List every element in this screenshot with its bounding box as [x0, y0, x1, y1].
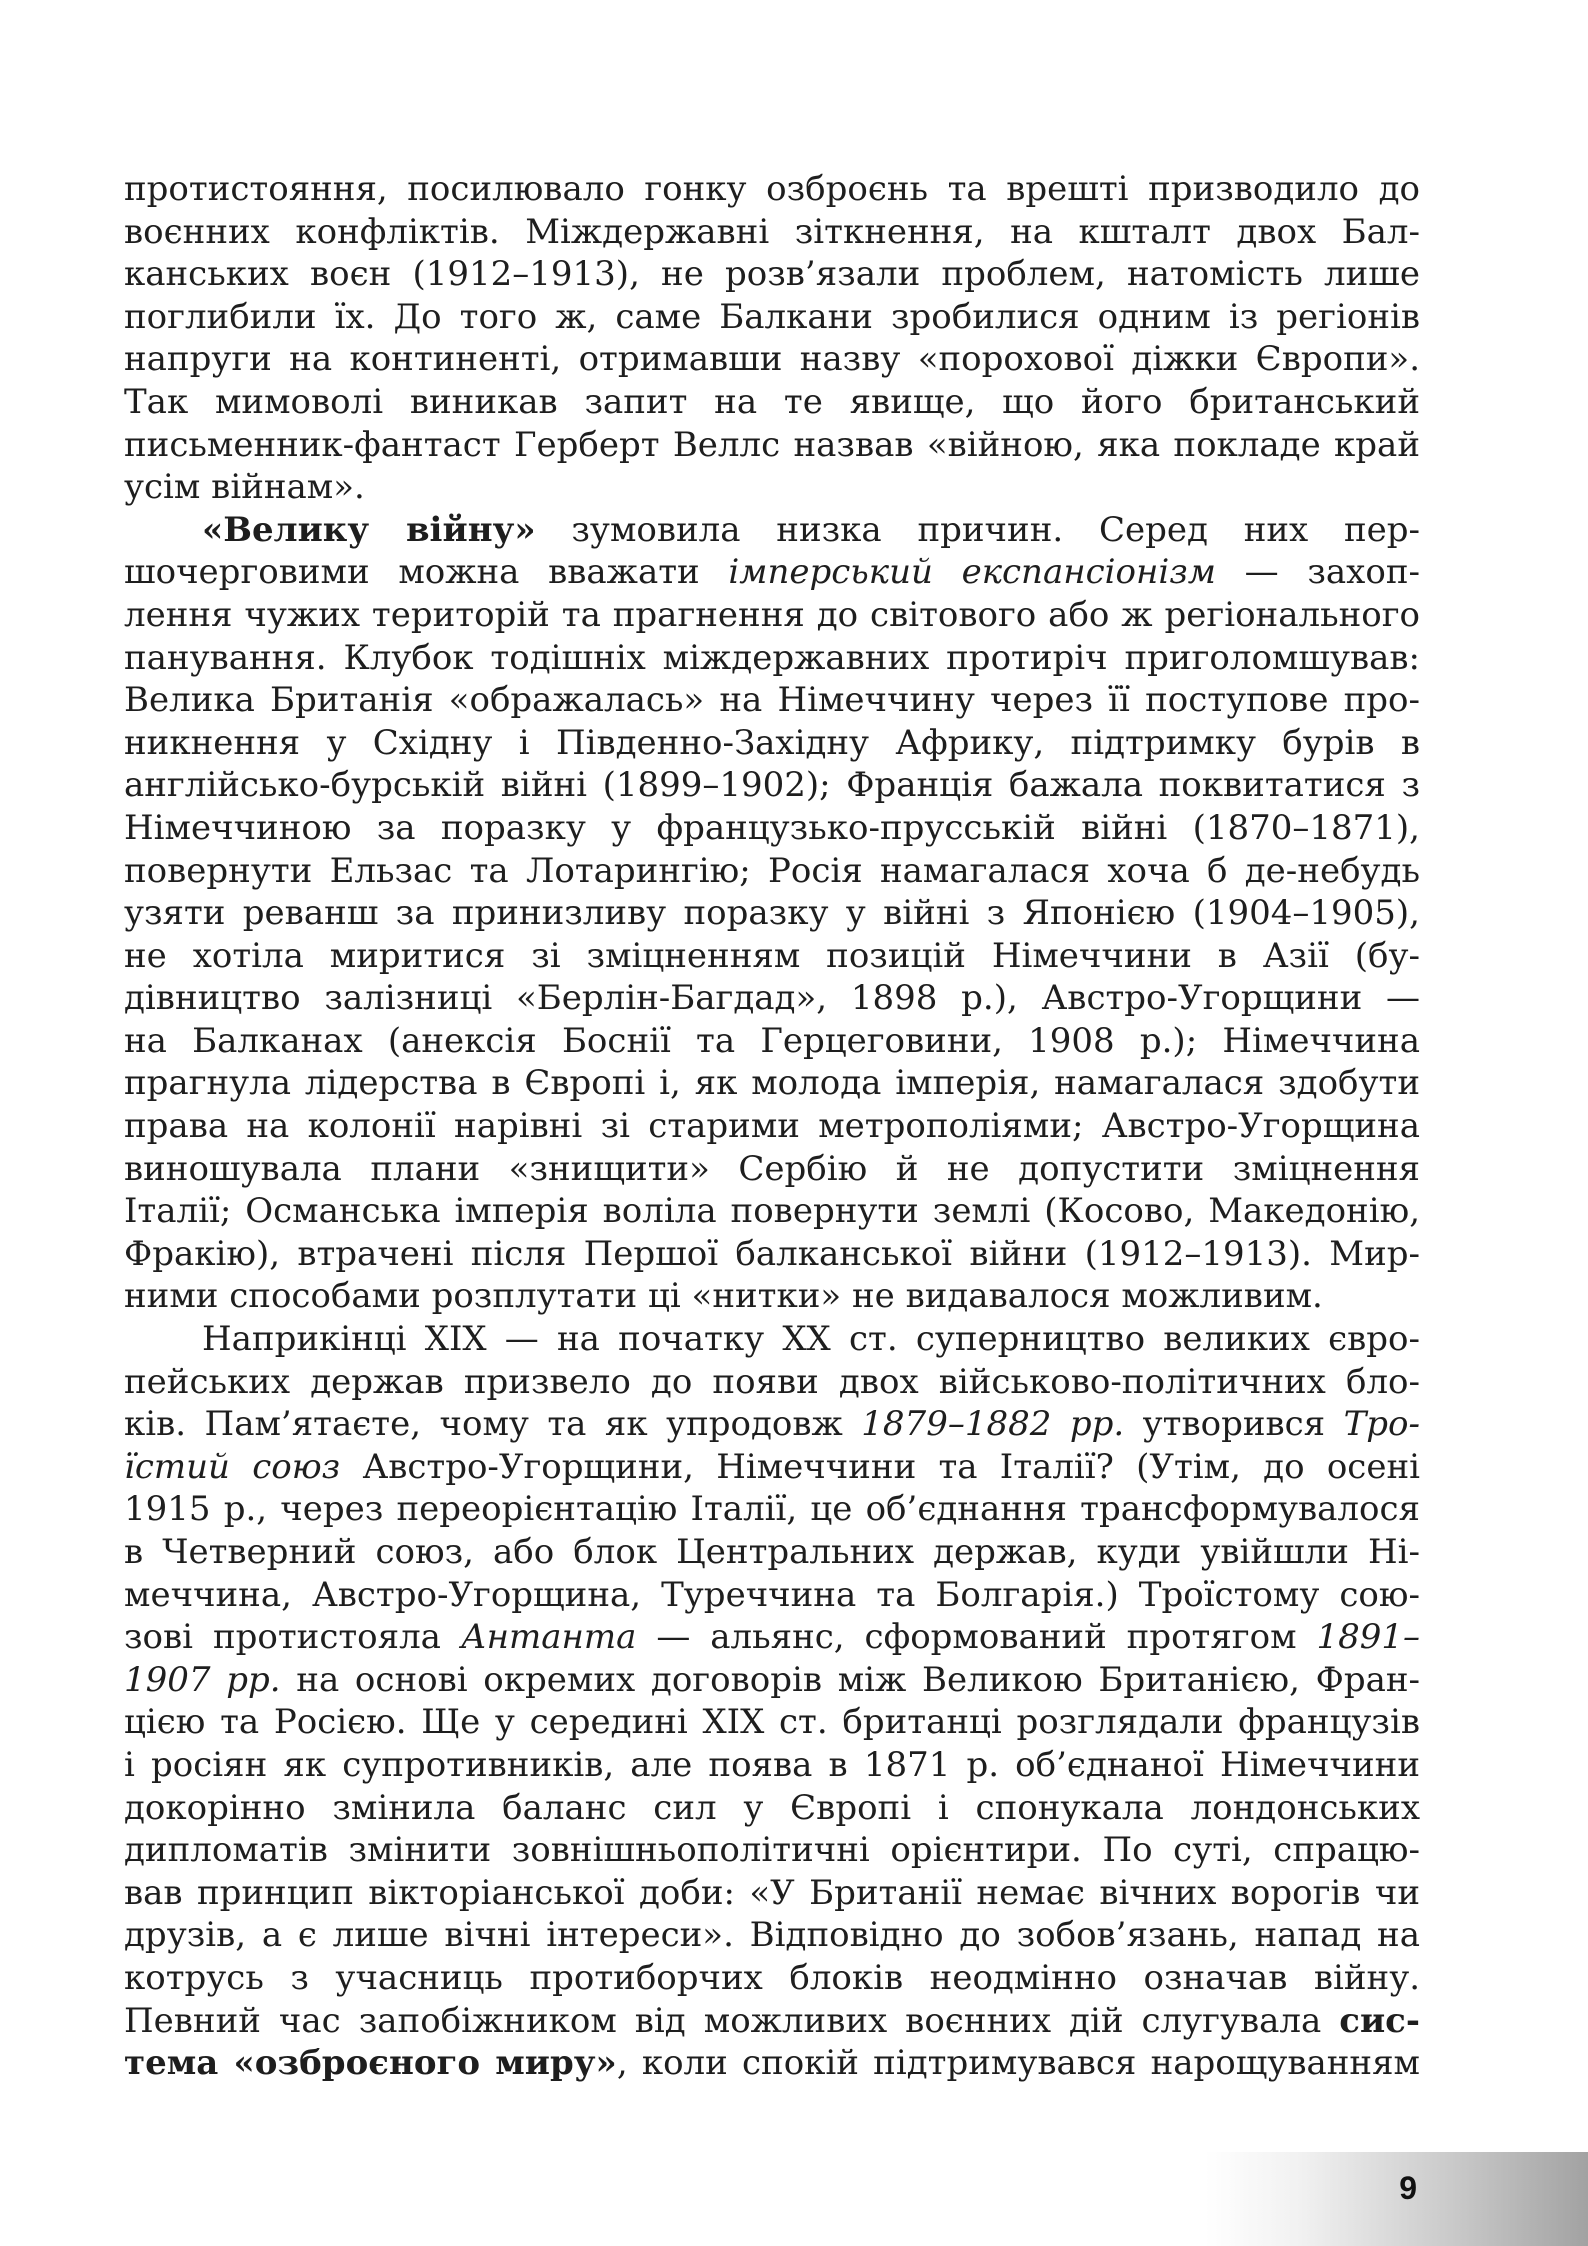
text-line	[124, 1488, 1420, 1531]
text-line	[124, 1701, 1420, 1744]
text-line	[124, 977, 1420, 1020]
text-span: друзів, а є лише вічні інтереси». Відповідно до зобов’язань, напад на	[124, 1915, 1420, 1956]
page-number: 9	[1399, 2170, 1417, 2206]
italic-term: 1879–1882 рр.	[861, 1404, 1125, 1445]
text-span: права на колонії нарівні зі старими метрополіями; Австро-Угорщина	[124, 1106, 1420, 1147]
text-span: , коли спокій підтримувався нарощуванням	[616, 2043, 1420, 2084]
text-line	[124, 1062, 1420, 1105]
text-span: повернути Ельзас та Лотарингію; Росія намагалася хоча б де-небудь	[124, 850, 1420, 891]
text-span: прагнула лідерства в Європі і, як молода імперія, намагалася здобути	[124, 1063, 1420, 1104]
text-line	[124, 1744, 1420, 1787]
text-span: виношувала плани «знищити» Сербію й не допустити зміцнення	[124, 1148, 1420, 1189]
text-line	[124, 807, 1420, 850]
text-line	[124, 722, 1420, 765]
text-line	[124, 637, 1420, 680]
text-span: Італії; Османська імперія воліла повернути землі (Косово, Македонію,	[124, 1191, 1420, 1232]
text-span: Наприкінці XIX — на початку XX ст. суперництво великих євро-	[202, 1319, 1420, 1360]
text-line	[124, 679, 1420, 722]
text-line	[124, 1829, 1420, 1872]
text-line	[124, 1787, 1420, 1830]
italic-term: 1891–	[1316, 1617, 1420, 1658]
italic-term: Тро-	[1343, 1404, 1420, 1445]
text-span: поглибили їх. До того ж, саме Балкани зробилися одним із регіонів	[124, 296, 1420, 337]
text-line	[124, 1190, 1420, 1233]
text-line	[124, 935, 1420, 978]
italic-term: 1907 рр.	[124, 1659, 281, 1700]
italic-term: Антанта	[460, 1617, 637, 1658]
text-line	[124, 1020, 1420, 1063]
text-line	[124, 1233, 1420, 1276]
text-span: зові протистояла	[124, 1617, 461, 1658]
text-line	[124, 1616, 1420, 1659]
text-span: Так мимоволі виникав запит на те явище, що його британський	[124, 381, 1420, 422]
text-line	[124, 764, 1420, 807]
text-span: — захоп-	[1216, 552, 1420, 593]
text-span: котрусь з учасниць протиборчих блоків неодмінно означав війну.	[124, 1957, 1420, 1998]
text-line	[124, 1446, 1420, 1489]
text-span: цією та Росією. Ще у середині XIX ст. британці розглядали французів	[124, 1702, 1420, 1743]
text-line	[124, 594, 1420, 637]
text-span: Певний час запобіжником від можливих воєнних дій слугувала	[124, 2000, 1340, 2041]
italic-term: їстий союз	[124, 1446, 341, 1487]
text-line	[124, 1275, 1420, 1318]
text-span: воєнних конфліктів. Міждержавні зіткнення, на кшталт двох Бал-	[124, 211, 1420, 252]
text-line	[124, 381, 1420, 424]
text-line	[124, 1659, 1420, 1702]
text-span: пейських держав призвело до появи двох військово-політичних бло-	[124, 1361, 1420, 1402]
footer-gradient-bar	[1205, 2152, 1588, 2246]
text-span: панування. Клубок тодішніх міждержавних протиріч приголомшував:	[124, 637, 1420, 678]
bold-term: сис-	[1339, 2000, 1420, 2041]
text-span: Велика Британія «ображалась» на Німеччину через її поступове про-	[124, 680, 1420, 721]
text-span: в Четверний союз, або блок Центральних держав, куди увійшли Ні-	[124, 1532, 1420, 1572]
text-span: меччина, Австро-Угорщина, Туреччина та Болгарія.) Троїстому сою-	[124, 1574, 1420, 1615]
text-span: вав принцип вікторіанської доби: «У Британії немає вічних ворогів чи	[124, 1872, 1420, 1913]
text-span: і росіян як супротивників, але поява в 1871 р. об’єднаної Німеччини	[124, 1744, 1420, 1785]
text-span: ними способами розплутати ці «нитки» не видавалося можливим.	[124, 1276, 1323, 1317]
body-text	[124, 168, 1420, 2085]
text-span: напруги на континенті, отримавши назву «порохової діжки Європи».	[124, 339, 1420, 380]
text-span: на Балканах (анексія Боснії та Герцеговини, 1908 р.); Німеччина	[124, 1020, 1420, 1061]
bold-term: тема «озброєного миру»	[124, 2043, 617, 2084]
text-line	[124, 551, 1420, 594]
text-line	[124, 509, 1420, 552]
text-span: никнення у Східну і Південно-Західну Африку, підтримку бурів в	[124, 722, 1420, 763]
text-span: утворився	[1124, 1404, 1344, 1445]
text-line	[124, 1148, 1420, 1191]
text-span: письменник-фантаст Герберт Веллс назвав «війною, яка покладе край	[124, 424, 1420, 465]
text-span: шочерговими можна вважати	[124, 552, 729, 593]
text-line	[124, 296, 1420, 339]
text-line	[124, 1574, 1420, 1617]
text-line	[124, 1872, 1420, 1915]
text-line	[124, 338, 1420, 381]
text-line	[124, 850, 1420, 893]
text-line	[124, 1361, 1420, 1404]
bold-term: «Велику війну»	[202, 509, 536, 550]
italic-term: імперський експансіонізм	[728, 552, 1216, 593]
text-span: канських воєн (1912–1913), не розв’язали проблем, натомість лише	[124, 254, 1420, 295]
text-line	[124, 1318, 1420, 1361]
text-line	[124, 1531, 1420, 1574]
text-span: 1915 р., через переорієнтацію Італії, це об’єднання трансформувалося	[124, 1489, 1420, 1530]
text-span: зумовила низка причин. Серед них пер-	[535, 509, 1420, 550]
text-span: Німеччиною за поразку у французько-прусській війні (1870–1871),	[124, 807, 1420, 848]
text-span: лення чужих територій та прагнення до світового або ж регіонального	[124, 594, 1420, 635]
text-span: на основі окремих договорів між Великою Британією, Фран-	[280, 1659, 1420, 1700]
text-span: Австро-Угорщини, Німеччини та Італії? (Утім, до осені	[340, 1446, 1420, 1487]
text-span: — альянс, сформований протягом	[636, 1617, 1317, 1658]
text-line	[124, 2000, 1420, 2043]
text-span: узяти реванш за принизливу поразку у війні з Японією (1904–1905),	[124, 893, 1420, 934]
text-line	[124, 168, 1420, 211]
text-line	[124, 892, 1420, 935]
text-line	[124, 424, 1420, 467]
text-span: протистояння, посилювало гонку озброєнь та врешті призводило до	[124, 169, 1420, 209]
text-span: ків. Пам’ятаєте, чому та як упродовж	[124, 1404, 862, 1445]
text-line	[124, 253, 1420, 296]
text-line	[124, 1105, 1420, 1148]
text-line	[124, 1914, 1420, 1957]
text-span: Фракію), втрачені після Першої балканської війни (1912–1913). Мир-	[124, 1233, 1420, 1274]
text-span: англійсько-бурській війні (1899–1902); Франція бажала поквитатися з	[124, 765, 1420, 806]
text-span: докорінно змінила баланс сил у Європі і спонукала лондонських	[124, 1787, 1420, 1828]
text-span: дипломатів змінити зовнішньополітичні орієнтири. По суті, спрацю-	[124, 1830, 1420, 1871]
text-span: не хотіла миритися зі зміцненням позицій Німеччини в Азії (бу-	[124, 935, 1420, 976]
text-line	[124, 1957, 1420, 2000]
text-span: дівництво залізниці «Берлін-Багдад», 1898 р.), Австро-Угорщини —	[124, 978, 1420, 1019]
text-span: усім війнам».	[124, 467, 365, 508]
text-line	[124, 466, 1420, 509]
text-line	[124, 2042, 1420, 2085]
text-line	[124, 1403, 1420, 1446]
text-line	[124, 211, 1420, 254]
